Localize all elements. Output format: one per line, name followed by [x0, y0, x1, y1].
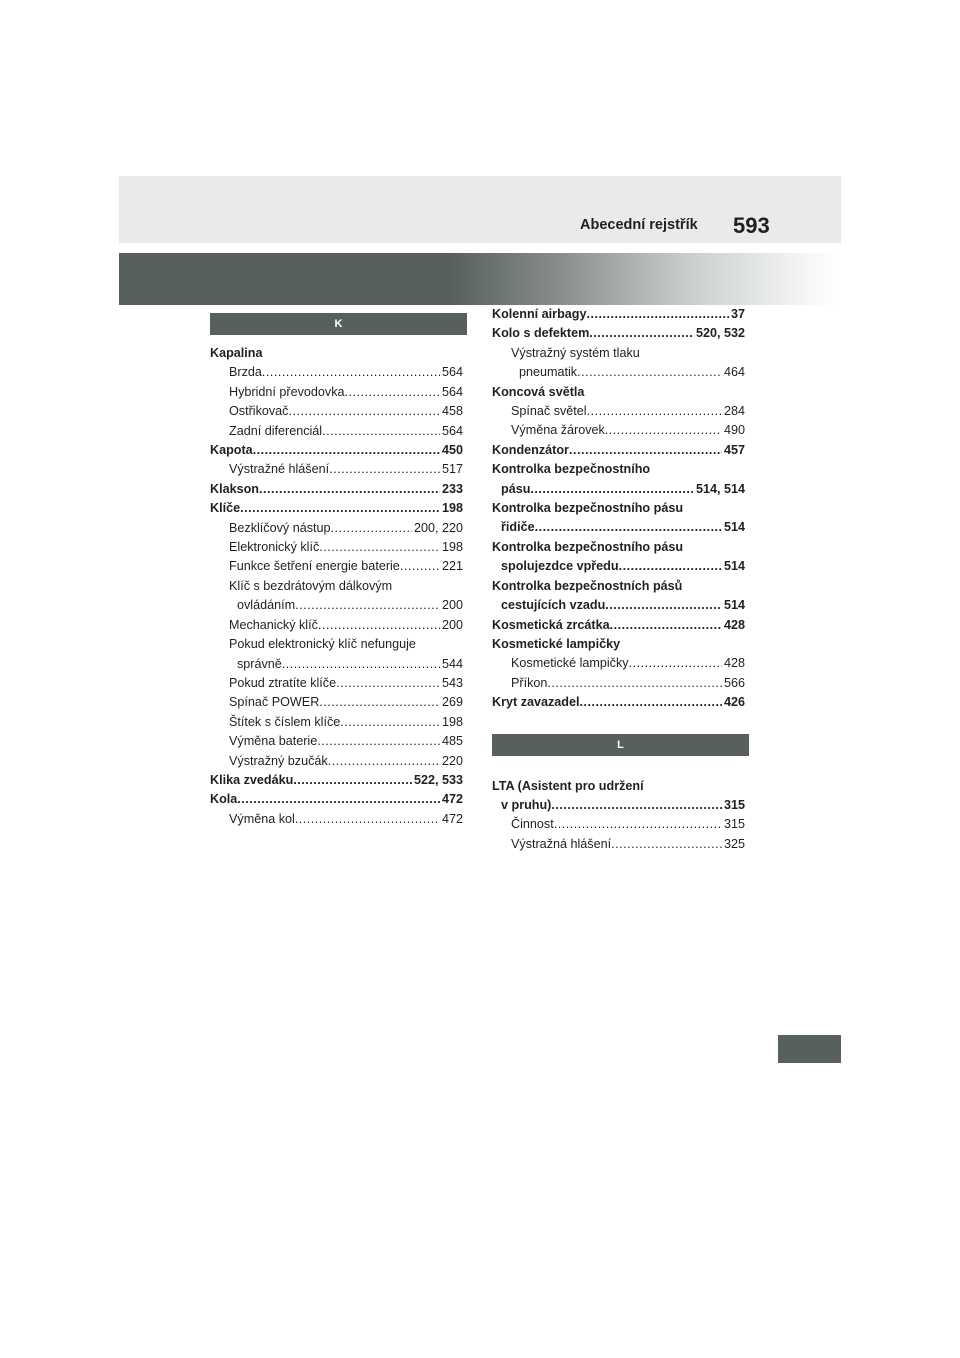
- index-entry: [492, 324, 745, 343]
- index-entry-page: 485: [441, 734, 463, 749]
- index-entry-text: Výstražný systém tlaku: [511, 345, 640, 360]
- dot-leader: [237, 790, 440, 809]
- index-entry-text: Příkon: [511, 675, 548, 690]
- index-entry: [210, 790, 463, 809]
- index-entry-text: Výměna baterie: [229, 734, 318, 749]
- index-list-k-right: [492, 305, 745, 713]
- dot-leader: [293, 771, 412, 790]
- index-entry-text: Klika zvedáku: [210, 772, 294, 787]
- dot-leader: [336, 674, 440, 693]
- index-entry-page: 428: [723, 656, 745, 671]
- index-entry: [492, 674, 745, 693]
- index-entry-page: 517: [441, 462, 463, 477]
- index-entry: [210, 596, 463, 615]
- dot-leader: [259, 480, 440, 499]
- index-entry-page: 198: [441, 501, 463, 516]
- index-entry: [210, 810, 463, 829]
- index-entry-page: 200: [441, 617, 463, 632]
- index-list-k-left: [210, 344, 463, 829]
- index-entry-text: Ostřikovač: [229, 404, 289, 419]
- dot-leader: [262, 363, 440, 382]
- index-entry: [492, 693, 745, 712]
- index-entry-text: Koncová světla: [492, 384, 585, 399]
- index-entry-text: Pokud ztratíte klíče: [229, 675, 337, 690]
- index-entry: [210, 519, 463, 538]
- index-entry-text: Kola: [210, 792, 238, 807]
- dot-leader: [319, 538, 440, 557]
- dot-leader: [240, 499, 440, 518]
- index-entry: [210, 363, 463, 382]
- index-entry-page: 325: [723, 836, 745, 851]
- index-entry-text: Klakson: [210, 481, 259, 496]
- index-entry: [210, 402, 463, 421]
- index-entry: [492, 635, 745, 654]
- index-entry-page: 544: [441, 656, 463, 671]
- index-entry-text: Brzda: [229, 365, 262, 380]
- index-entry-page: 200, 220: [413, 520, 463, 535]
- dot-leader: [253, 441, 440, 460]
- dot-leader: [319, 693, 440, 712]
- index-entry-text: spolujezdce vpředu: [501, 559, 619, 574]
- index-entry-text: Klíč s bezdrátovým dálkovým: [229, 578, 393, 593]
- index-entry-page: 198: [441, 540, 463, 555]
- dot-leader: [295, 810, 440, 829]
- dot-leader: [587, 402, 722, 421]
- index-entry-page: 428: [723, 617, 745, 632]
- dot-leader: [328, 752, 440, 771]
- index-entry: [210, 344, 463, 363]
- index-entry-text: Výstražná hlášení: [511, 836, 612, 851]
- index-entry: [492, 815, 745, 834]
- index-entry-text: ovládáním: [237, 598, 296, 613]
- index-entry: [492, 557, 745, 576]
- index-entry-text: Kapalina: [210, 346, 263, 360]
- index-entry-page: 514: [723, 520, 745, 535]
- dot-leader: [329, 460, 440, 479]
- index-entry-page: 514, 514: [695, 481, 745, 496]
- dot-leader: [629, 654, 722, 673]
- index-entry-page: 564: [441, 365, 463, 380]
- index-entry: [492, 616, 745, 635]
- index-entry: [492, 518, 745, 537]
- index-entry: [210, 693, 463, 712]
- index-entry: [492, 363, 745, 382]
- index-entry-text: Činnost: [511, 817, 554, 832]
- dot-leader: [580, 693, 722, 712]
- index-entry: [492, 480, 745, 499]
- index-entry-page: 200: [441, 598, 463, 613]
- index-entry: [492, 654, 745, 673]
- index-entry-text: LTA (Asistent pro udržení: [492, 778, 644, 793]
- index-entry-page: 458: [441, 404, 463, 419]
- index-entry-page: 472: [441, 811, 463, 826]
- section-header-l: L: [492, 734, 749, 756]
- index-entry-page: 315: [723, 797, 745, 812]
- dot-leader: [547, 674, 722, 693]
- index-entry-text: pásu: [501, 481, 531, 496]
- dot-leader: [400, 557, 440, 576]
- dot-leader: [610, 616, 722, 635]
- index-list-l: [492, 777, 745, 855]
- index-column-right: [492, 305, 745, 854]
- dot-leader: [619, 557, 722, 576]
- dot-leader: [569, 441, 722, 460]
- index-entry-text: Kosmetické lampičky: [492, 636, 621, 651]
- index-entry-text: Spínač světel: [511, 404, 587, 419]
- index-thumb-tab: [778, 1035, 841, 1063]
- dot-leader: [611, 835, 722, 854]
- index-entry: [492, 441, 745, 460]
- index-entry-page: 522, 533: [413, 772, 463, 787]
- index-entry: [492, 421, 745, 440]
- index-entry: [492, 460, 745, 479]
- index-entry: [210, 616, 463, 635]
- dot-leader: [340, 713, 440, 732]
- dot-leader: [554, 815, 722, 834]
- index-entry-text: Zadní diferenciál: [229, 423, 323, 438]
- index-entry-text: Výstražné hlášení: [229, 462, 330, 477]
- dot-leader: [586, 305, 729, 324]
- index-entry-text: Kryt zavazadel: [492, 695, 580, 710]
- dot-leader: [535, 518, 722, 537]
- index-entry-page: 514: [723, 598, 745, 613]
- index-entry-text: Klíče: [210, 501, 241, 516]
- index-entry-text: Pokud elektronický klíč nefunguje: [229, 637, 416, 652]
- index-entry: [210, 557, 463, 576]
- index-entry-text: Mechanický klíč: [229, 617, 318, 632]
- section-header-k: K: [210, 313, 467, 335]
- index-entry: [210, 713, 463, 732]
- index-entry-text: správně: [237, 656, 282, 671]
- index-entry: [210, 655, 463, 674]
- index-entry: [492, 383, 745, 402]
- index-entry-page: 233: [441, 481, 463, 496]
- index-entry-page: 450: [441, 443, 463, 458]
- index-entry: [210, 499, 463, 518]
- index-entry-text: Hybridní převodovka: [229, 384, 345, 399]
- index-entry: [492, 344, 745, 363]
- index-entry: [210, 635, 463, 654]
- index-entry-text: řidiče: [501, 520, 535, 535]
- index-entry-text: Elektronický klíč: [229, 540, 320, 555]
- index-entry: [492, 796, 745, 815]
- index-entry-page: 198: [441, 714, 463, 729]
- index-entry: [210, 732, 463, 751]
- index-entry-text: v pruhu): [501, 797, 552, 812]
- index-entry-text: Kosmetická zrcátka: [492, 617, 610, 632]
- index-entry-text: Kontrolka bezpečnostního pásu: [492, 501, 684, 516]
- index-entry-text: Kolo s defektem: [492, 326, 590, 341]
- index-entry-page: 220: [441, 753, 463, 768]
- index-entry-text: Bezklíčový nástup: [229, 520, 331, 535]
- index-entry-text: Kontrolka bezpečnostního pásu: [492, 539, 684, 554]
- index-entry-page: 269: [441, 695, 463, 710]
- page-number: 593: [733, 213, 770, 238]
- index-entry: [210, 480, 463, 499]
- index-entry-page: 37: [730, 307, 745, 321]
- index-entry-text: pneumatik: [519, 365, 578, 380]
- dot-leader: [322, 422, 440, 441]
- index-entry: [210, 674, 463, 693]
- dot-leader: [331, 519, 412, 538]
- index-entry: [210, 771, 463, 790]
- index-entry-text: Kosmetické lampičky: [511, 656, 629, 671]
- section-spacer: [492, 713, 745, 734]
- index-entry-page: 564: [441, 384, 463, 399]
- dot-leader: [345, 383, 440, 402]
- dot-leader: [317, 732, 440, 751]
- index-entry-text: Kondenzátor: [492, 442, 569, 457]
- dot-leader: [605, 596, 722, 615]
- index-entry-text: Kontrolka bezpečnostního: [492, 462, 651, 477]
- dot-leader: [318, 616, 440, 635]
- index-entry: [492, 596, 745, 615]
- index-entry-text: Výměna žárovek: [511, 423, 605, 438]
- dot-leader: [551, 796, 722, 815]
- dot-leader: [589, 324, 694, 343]
- index-entry: [210, 752, 463, 771]
- index-entry-page: 490: [723, 423, 745, 438]
- index-entry-page: 221: [441, 559, 463, 574]
- decorative-band: [119, 253, 841, 305]
- section-spacer: [492, 765, 745, 777]
- index-entry: [492, 402, 745, 421]
- index-entry-text: cestujících vzadu: [501, 598, 606, 613]
- dot-leader: [295, 596, 440, 615]
- dot-leader: [282, 655, 440, 674]
- index-entry-page: 566: [723, 675, 745, 690]
- index-entry-text: Štítek s číslem klíče: [229, 714, 341, 729]
- dot-leader: [605, 421, 722, 440]
- index-entry-text: Kapota: [210, 443, 253, 458]
- index-entry-page: 520, 532: [695, 326, 745, 341]
- index-entry: [492, 577, 745, 596]
- index-entry: [210, 441, 463, 460]
- index-entry: [492, 538, 745, 557]
- index-entry-text: Kolenní airbagy: [492, 307, 587, 321]
- index-entry-text: Výměna kol: [229, 811, 295, 826]
- dot-leader: [288, 402, 440, 421]
- index-entry-page: 464: [723, 365, 745, 380]
- index-entry-text: Spínač POWER: [229, 695, 320, 710]
- index-entry: [210, 460, 463, 479]
- index-entry: [492, 835, 745, 854]
- index-entry-text: Výstražný bzučák: [229, 753, 328, 768]
- index-entry-page: 315: [723, 817, 745, 832]
- index-entry-page: 457: [723, 442, 745, 457]
- index-entry-page: 426: [723, 695, 745, 710]
- index-entry: [210, 577, 463, 596]
- page-title: Abecední rejstřík: [580, 217, 698, 233]
- index-entry: [492, 777, 745, 796]
- index-entry: [210, 538, 463, 557]
- index-entry: [210, 422, 463, 441]
- index-entry-text: Funkce šetření energie baterie: [229, 559, 400, 574]
- index-entry-text: Kontrolka bezpečnostních pásů: [492, 578, 683, 593]
- index-entry-page: 472: [441, 792, 463, 807]
- index-entry: [492, 499, 745, 518]
- index-entry-page: 284: [723, 404, 745, 419]
- dot-leader: [530, 480, 694, 499]
- index-entry-page: 514: [723, 559, 745, 574]
- index-entry-page: 564: [441, 423, 463, 438]
- index-column-left: [210, 313, 463, 829]
- index-entry: [492, 305, 745, 324]
- dot-leader: [577, 363, 722, 382]
- index-entry: [210, 383, 463, 402]
- index-entry-page: 543: [441, 675, 463, 690]
